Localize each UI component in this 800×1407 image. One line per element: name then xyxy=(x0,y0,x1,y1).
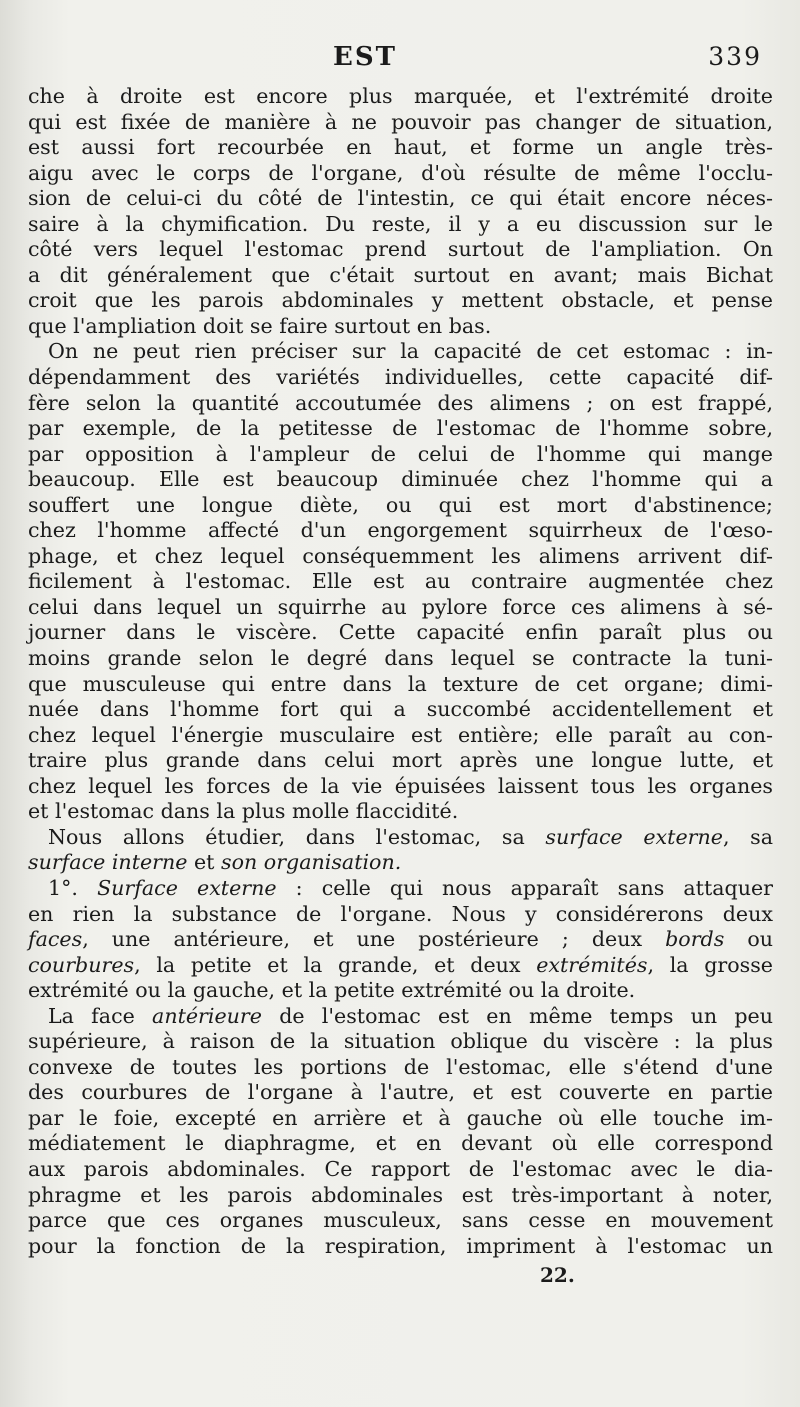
text-line: surface interne et son organisation. xyxy=(28,850,402,875)
text-line: Nous allons étudier, dans l'estomac, sa surface externe, sa xyxy=(48,824,773,849)
paragraph xyxy=(28,84,773,339)
text-line: supérieure, à raison de la situation oblique du viscère : la plus xyxy=(28,1029,773,1054)
paragraph xyxy=(28,825,773,876)
text-line: journer dans le viscère. Cette capacité enfin paraît plus ou xyxy=(28,620,773,645)
text-line: aux parois abdominales. Ce rapport de l'estomac avec le dia- xyxy=(28,1156,773,1181)
text-line: che à droite est encore plus marquée, et l'extrémité droite xyxy=(28,84,773,108)
text-line: médiatement le diaphragme, et en devant où elle correspond xyxy=(28,1131,773,1156)
text-line: fère selon la quantité accoutumée des alimens ; on est frappé, xyxy=(28,390,773,415)
text-line: croit que les parois abdominales y mettent obstacle, et pense xyxy=(28,288,773,313)
text-line: est aussi fort recourbée en haut, et forme un angle très- xyxy=(28,135,773,160)
paragraph xyxy=(28,339,773,824)
running-head xyxy=(0,42,800,82)
text-line: des courbures de l'organe à l'autre, et est couverte en partie xyxy=(28,1080,773,1105)
text-line: convexe de toutes les portions de l'estomac, elle s'étend d'une xyxy=(28,1054,773,1079)
running-title: EST xyxy=(333,42,397,72)
text-line: On ne peut rien préciser sur la capacité de cet estomac : in- xyxy=(48,339,773,364)
text-line: par opposition à l'ampleur de celui de l'homme qui mange xyxy=(28,441,773,466)
text-line: saire à la chymification. Du reste, il y a eu discussion sur le xyxy=(28,211,773,236)
text-line: que l'ampliation doit se faire surtout en bas. xyxy=(28,313,492,338)
text-line: en rien la substance de l'organe. Nous y considérerons deux xyxy=(28,901,773,926)
text-line: courbures, la petite et la grande, et deux extrémités, la grosse xyxy=(28,952,773,977)
text-line: chez lequel l'énergie musculaire est entière; elle paraît au con- xyxy=(28,722,773,747)
paragraph xyxy=(28,1004,773,1259)
text-line: dépendamment des variétés individuelles, cette capacité dif- xyxy=(28,365,773,390)
text-line: aigu avec le corps de l'organe, d'où résulte de même l'occlu- xyxy=(28,160,773,185)
text-line: pour la fonction de la respiration, impriment à l'estomac un xyxy=(28,1233,773,1258)
text-line: nuée dans l'homme fort qui a succombé accidentellement et xyxy=(28,697,773,722)
text-line: sion de celui-ci du côté de l'intestin, ce qui était encore néces- xyxy=(28,186,773,211)
text-line: et l'estomac dans la plus molle flaccidité. xyxy=(28,799,459,824)
text-line: côté vers lequel l'estomac prend surtout de l'ampliation. On xyxy=(28,237,773,262)
text-line: chez l'homme affecté d'un engorgement squirrheux de l'œso- xyxy=(28,518,773,543)
text-line: parce que ces organes musculeux, sans cesse en mouvement xyxy=(28,1208,773,1233)
text-line: 1°. Surface externe : celle qui nous apparaît sans attaquer xyxy=(48,875,773,900)
text-line: celui dans lequel un squirrhe au pylore force ces alimens à sé- xyxy=(28,594,773,619)
text-line: phage, et chez lequel conséquemment les alimens arrivent dif- xyxy=(28,543,773,568)
text-line: par exemple, de la petitesse de l'estomac de l'homme sobre, xyxy=(28,416,773,441)
text-line: beaucoup. Elle est beaucoup diminuée chez l'homme qui a xyxy=(28,467,773,492)
text-line: chez lequel les forces de la vie épuisées laissent tous les organes xyxy=(28,773,773,798)
text-line: moins grande selon le degré dans lequel se contracte la tuni- xyxy=(28,646,773,671)
text-line: ficilement à l'estomac. Elle est au contraire augmentée chez xyxy=(28,569,773,594)
page-number: 339 xyxy=(708,42,762,71)
text-line: par le foie, excepté en arrière et à gauche où elle touche im- xyxy=(28,1105,773,1130)
text-line: qui est fixée de manière à ne pouvoir pas changer de situation, xyxy=(28,109,773,134)
text-line: phragme et les parois abdominales est très-important à noter, xyxy=(28,1182,773,1207)
text-line: souffert une longue diète, ou qui est mort d'abstinence; xyxy=(28,492,773,517)
signature-mark: 22. xyxy=(540,1263,575,1287)
text-line: La face antérieure de l'estomac est en même temps un peu xyxy=(48,1003,774,1028)
text-line: extrémité ou la gauche, et la petite extrémité ou la droite. xyxy=(28,978,636,1003)
body-text xyxy=(28,84,773,1259)
text-line: faces, une antérieure, et une postérieure ; deux bords ou xyxy=(28,927,773,952)
text-line: a dit généralement que c'était surtout en avant; mais Bichat xyxy=(28,262,773,287)
text-line: traire plus grande dans celui mort après une longue lutte, et xyxy=(28,748,773,773)
text-line: que musculeuse qui entre dans la texture de cet organe; dimi- xyxy=(28,671,773,696)
paragraph xyxy=(28,876,773,1004)
